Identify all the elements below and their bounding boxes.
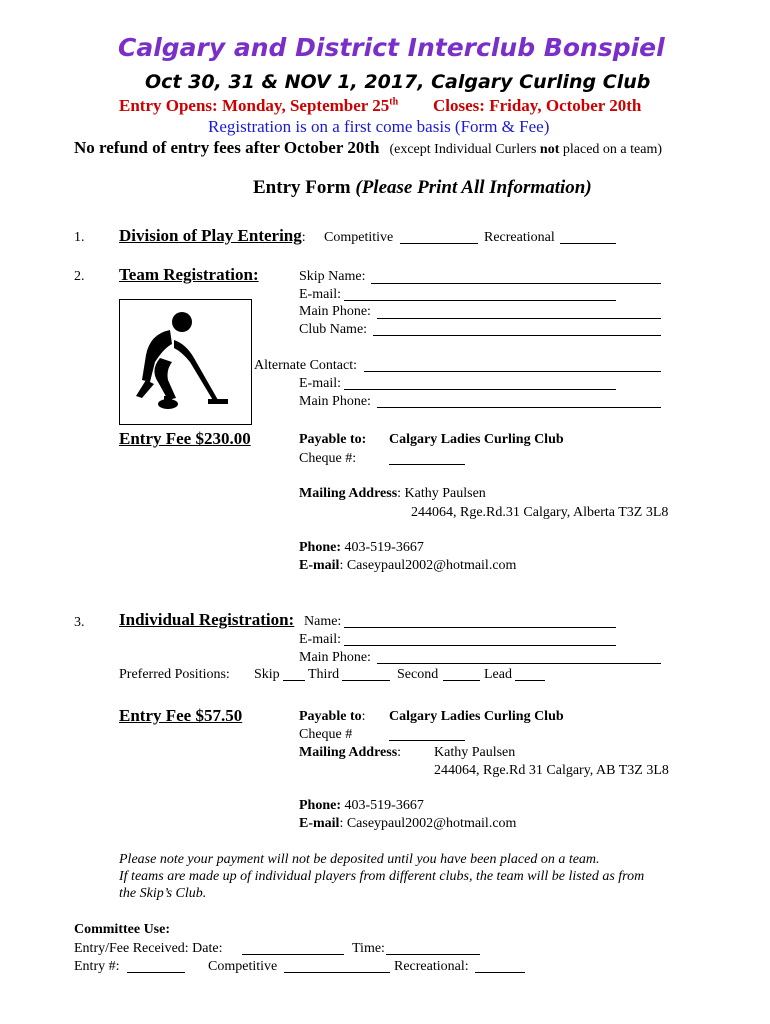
skip-position-label: Skip: [254, 667, 280, 682]
payment-note-line-1: Please note your payment will not be deposited until you have been placed on a team.: [119, 852, 600, 867]
received-date-field[interactable]: [242, 954, 344, 955]
club-name-label: Club Name:: [299, 322, 368, 337]
recreational-field[interactable]: [560, 243, 616, 244]
individual-cheque-field[interactable]: [389, 740, 465, 741]
email-label: E-mail:: [299, 287, 341, 302]
individual-name-label: Name:: [304, 614, 342, 629]
payment-note-line-3: the Skip’s Club.: [119, 886, 207, 901]
club-name-field[interactable]: [373, 335, 661, 336]
preferred-positions-label: Preferred Positions:: [119, 667, 230, 682]
individual-phone: Phone: 403-519-3667: [299, 798, 424, 813]
entry-closes: Closes: Friday, October 20th: [433, 96, 642, 115]
alt-main-phone-field[interactable]: [377, 407, 661, 408]
individual-mailing-label: Mailing Address:: [299, 745, 402, 760]
refund-policy: No refund of entry fees after October 20th (except Individual Curlers not placed on a team): [74, 138, 662, 157]
skip-name-label: Skip Name:: [299, 269, 366, 284]
individual-name-field[interactable]: [344, 627, 616, 628]
mailing-address-line: 244064, Rge.Rd.31 Calgary, Alberta T3Z 3L8: [411, 505, 669, 520]
entry-number-field[interactable]: [127, 972, 185, 973]
team-registration-heading: Team Registration:: [119, 265, 259, 284]
competitive-label: Competitive: [324, 230, 394, 245]
lead-position-label: Lead: [484, 667, 512, 682]
time-label: Time:: [352, 941, 385, 956]
phone: Phone: 403-519-3667: [299, 540, 424, 555]
main-phone-field[interactable]: [377, 318, 661, 319]
committee-recreational-field[interactable]: [475, 972, 525, 973]
individual-phone-field[interactable]: [377, 663, 661, 664]
individual-phone-label: Main Phone:: [299, 650, 371, 665]
individual-mailing-address-line: 244064, Rge.Rd 31 Calgary, AB T3Z 3L8: [434, 763, 669, 778]
alt-email-label: E-mail:: [299, 376, 341, 391]
committee-competitive-label: Competitive: [208, 959, 278, 974]
alt-email-field[interactable]: [344, 389, 616, 390]
payment-note-line-2: If teams are made up of individual players from different clubs, the team will be listed as from: [119, 869, 645, 884]
individual-registration-heading: Individual Registration:: [119, 610, 295, 629]
lead-position-field[interactable]: [515, 680, 545, 681]
payable-to-label: Payable to:: [299, 432, 367, 447]
email-contact: E-mail: Caseypaul2002@hotmail.com: [299, 558, 517, 573]
section-3-number: 3.: [74, 615, 85, 630]
committee-competitive-field[interactable]: [284, 972, 390, 973]
individual-email-contact: E-mail: Caseypaul2002@hotmail.com: [299, 816, 517, 831]
payable-to-value: Calgary Ladies Curling Club: [389, 432, 564, 447]
entry-number-label: Entry #:: [74, 959, 120, 974]
competitive-field[interactable]: [400, 243, 478, 244]
entry-fee-received-label: Entry/Fee Received: Date:: [74, 941, 223, 956]
cheque-field[interactable]: [389, 464, 465, 465]
individual-entry-fee: Entry Fee $57.50: [119, 706, 243, 725]
mailing-address: Mailing Address: Kathy Paulsen: [299, 486, 486, 501]
individual-payable-to-value: Calgary Ladies Curling Club: [389, 709, 564, 724]
skip-name-field[interactable]: [371, 283, 661, 284]
curler-icon: [119, 299, 252, 425]
individual-email-field[interactable]: [344, 645, 616, 646]
section-1-number: 1.: [74, 230, 85, 245]
individual-cheque-label: Cheque #: [299, 727, 353, 742]
registration-basis: Registration is on a first come basis (Form & Fee): [208, 117, 550, 136]
alternate-contact-label: Alternate Contact:: [254, 358, 358, 373]
time-field[interactable]: [386, 954, 480, 955]
email-field[interactable]: [344, 300, 616, 301]
committee-use-heading: Committee Use:: [74, 922, 171, 937]
team-entry-fee: Entry Fee $230.00: [119, 429, 251, 448]
event-dates: Oct 30, 31 & NOV 1, 2017, Calgary Curling Club: [145, 71, 651, 93]
alternate-contact-field[interactable]: [364, 371, 661, 372]
skip-position-field[interactable]: [283, 680, 305, 681]
third-position-field[interactable]: [342, 680, 390, 681]
individual-email-label: E-mail:: [299, 632, 341, 647]
main-phone-label: Main Phone:: [299, 304, 371, 319]
individual-payable-to-label: Payable to:: [299, 709, 366, 724]
third-position-label: Third: [308, 667, 340, 682]
committee-recreational-label: Recreational:: [394, 959, 469, 974]
individual-mailing-name: Kathy Paulsen: [434, 745, 516, 760]
second-position-label: Second: [397, 667, 439, 682]
entry-opens: Entry Opens: Monday, September 25th: [119, 96, 399, 115]
alt-main-phone-label: Main Phone:: [299, 394, 371, 409]
cheque-label: Cheque #:: [299, 451, 357, 466]
recreational-label: Recreational: [484, 230, 555, 245]
form-title: Entry Form (Please Print All Information): [253, 177, 592, 198]
page-title: Calgary and District Interclub Bonspiel: [118, 33, 665, 62]
second-position-field[interactable]: [443, 680, 480, 681]
division-of-play: Division of Play Entering:: [119, 226, 306, 245]
section-2-number: 2.: [74, 269, 85, 284]
